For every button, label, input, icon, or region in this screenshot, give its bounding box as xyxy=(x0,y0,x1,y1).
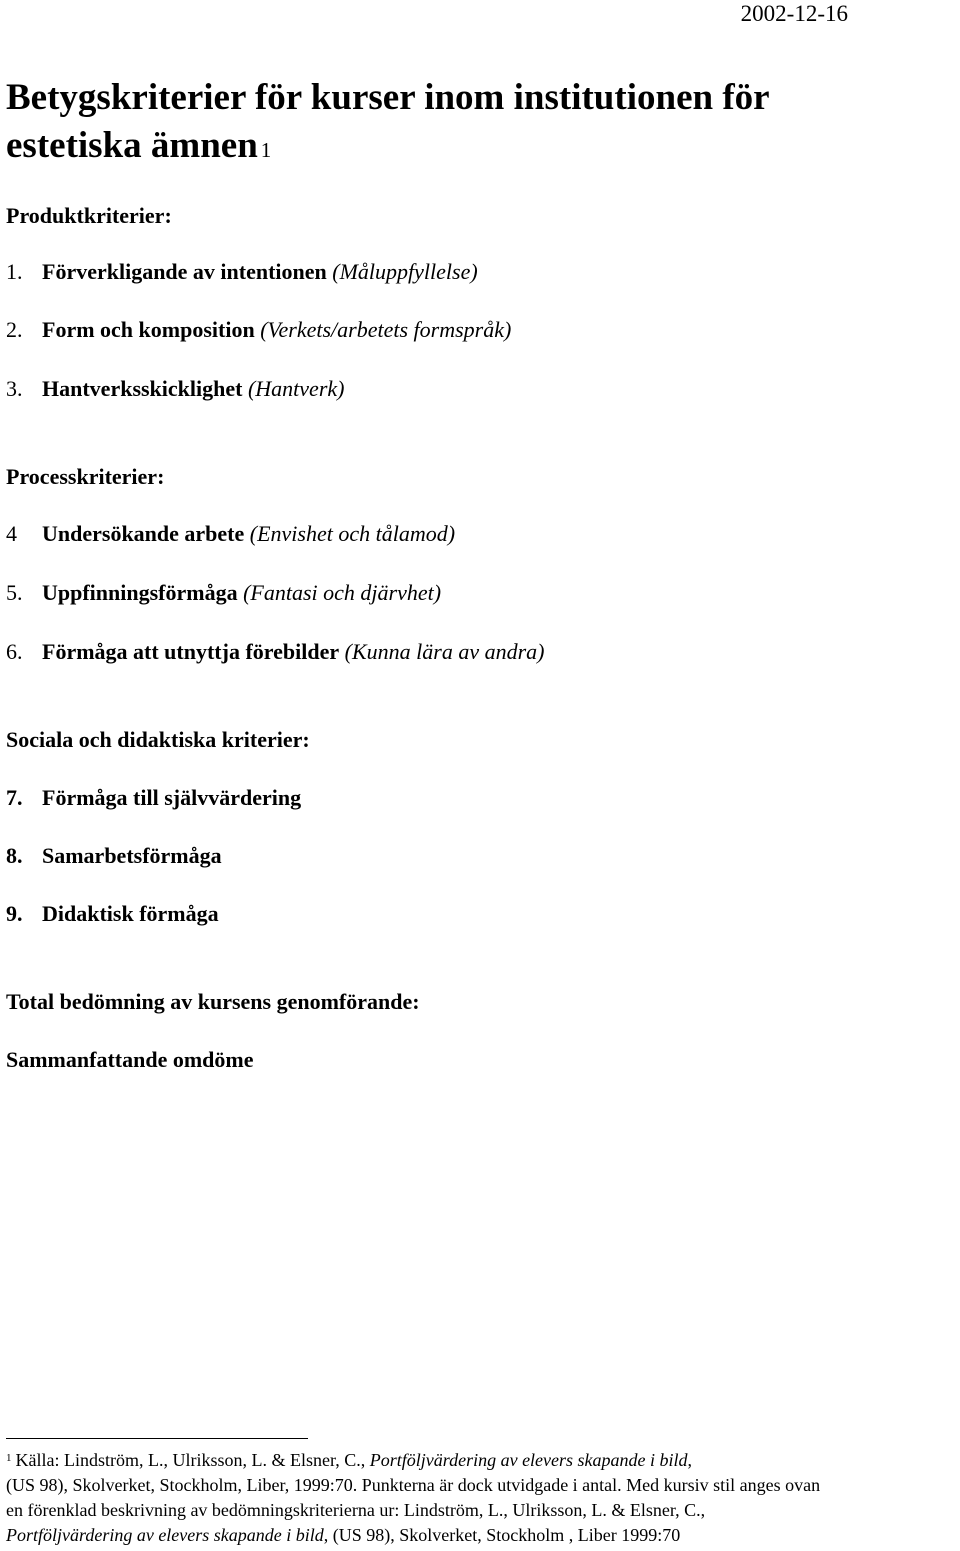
footnote-book-title: Portföljvärdering av elevers skapande i bild xyxy=(369,1450,688,1470)
criterion-item xyxy=(6,520,455,548)
footnote-reference: 1 xyxy=(260,138,272,162)
section-heading-total: Total bedömning av kursens genomförande: xyxy=(6,989,420,1014)
footnote-separator xyxy=(6,1438,308,1439)
criterion-name: Undersökande arbete xyxy=(42,521,245,546)
criterion-item xyxy=(6,842,222,870)
section-heading-product: Produktkriterier: xyxy=(6,203,172,228)
criterion-description: (Verkets/arbetets formspråk) xyxy=(260,317,512,342)
criterion-number: 4 xyxy=(6,521,17,546)
document-date: 2002-12-16 xyxy=(740,1,848,26)
criterion-name: Didaktisk förmåga xyxy=(42,901,219,926)
criterion-name: Förmåga att utnyttja förebilder xyxy=(42,639,340,664)
criterion-name: Hantverksskicklighet xyxy=(42,376,243,401)
criterion-item xyxy=(6,316,511,344)
footnote-text: , xyxy=(687,1450,693,1470)
criterion-description: (Hantverk) xyxy=(247,376,345,401)
criterion-description: (Kunna lära av andra) xyxy=(344,639,545,664)
footnote-line-1 xyxy=(6,1448,960,1473)
criterion-number: 1. xyxy=(6,259,23,284)
criterion-number: 7. xyxy=(6,785,23,810)
footnote-line-3: en förenklad beskrivning av bedömningskriterierna ur: Lindström, L., Ulriksson, L. & Elsner, C., xyxy=(6,1500,706,1520)
section-heading-process: Processkriterier: xyxy=(6,464,165,489)
footnote-book-title: Portföljvärdering av elevers skapande i bild xyxy=(6,1525,324,1545)
criterion-name: Uppfinningsförmåga xyxy=(42,580,238,605)
criterion-number: 8. xyxy=(6,843,23,868)
criterion-number: 6. xyxy=(6,639,23,664)
footnote-text: , (US 98), Skolverket, Stockholm , Liber 1999:70 xyxy=(323,1525,681,1545)
section-heading-summary: Sammanfattande omdöme xyxy=(6,1047,254,1072)
criterion-description: (Fantasi och djärvhet) xyxy=(243,580,442,605)
criterion-item xyxy=(6,258,478,286)
criterion-description: (Envishet och tålamod) xyxy=(249,521,456,546)
page-title xyxy=(6,74,946,170)
footnote-line-4 xyxy=(6,1523,960,1548)
footnote-text: Källa: Lindström, L., Ulriksson, L. & Elsner, C., xyxy=(15,1450,370,1470)
criterion-name: Förmåga till självvärdering xyxy=(42,785,302,810)
criterion-name: Samarbetsförmåga xyxy=(42,843,222,868)
criterion-item xyxy=(6,784,301,812)
criterion-name: Förverkligande av intentionen xyxy=(42,259,327,284)
criterion-number: 3. xyxy=(6,376,23,401)
title-line-2: estetiska ämnen xyxy=(6,125,258,166)
footnote xyxy=(6,1448,960,1548)
footnote-marker: 1 xyxy=(6,1452,12,1464)
criterion-item xyxy=(6,900,219,928)
criterion-description: (Måluppfyllelse) xyxy=(332,259,478,284)
criterion-number: 9. xyxy=(6,901,23,926)
criterion-item xyxy=(6,638,544,666)
criterion-name: Form och komposition xyxy=(42,317,255,342)
criterion-number: 2. xyxy=(6,317,23,342)
criterion-item xyxy=(6,579,441,607)
criterion-item xyxy=(6,375,344,403)
section-heading-social: Sociala och didaktiska kriterier: xyxy=(6,727,310,752)
footnote-line-2: (US 98), Skolverket, Stockholm, Liber, 1999:70. Punkterna är dock utvidgade i antal. Med kursiv stil anges ovan xyxy=(6,1475,821,1495)
title-line-1: Betygskriterier för kurser inom institutionen för xyxy=(6,77,770,118)
criterion-number: 5. xyxy=(6,580,23,605)
